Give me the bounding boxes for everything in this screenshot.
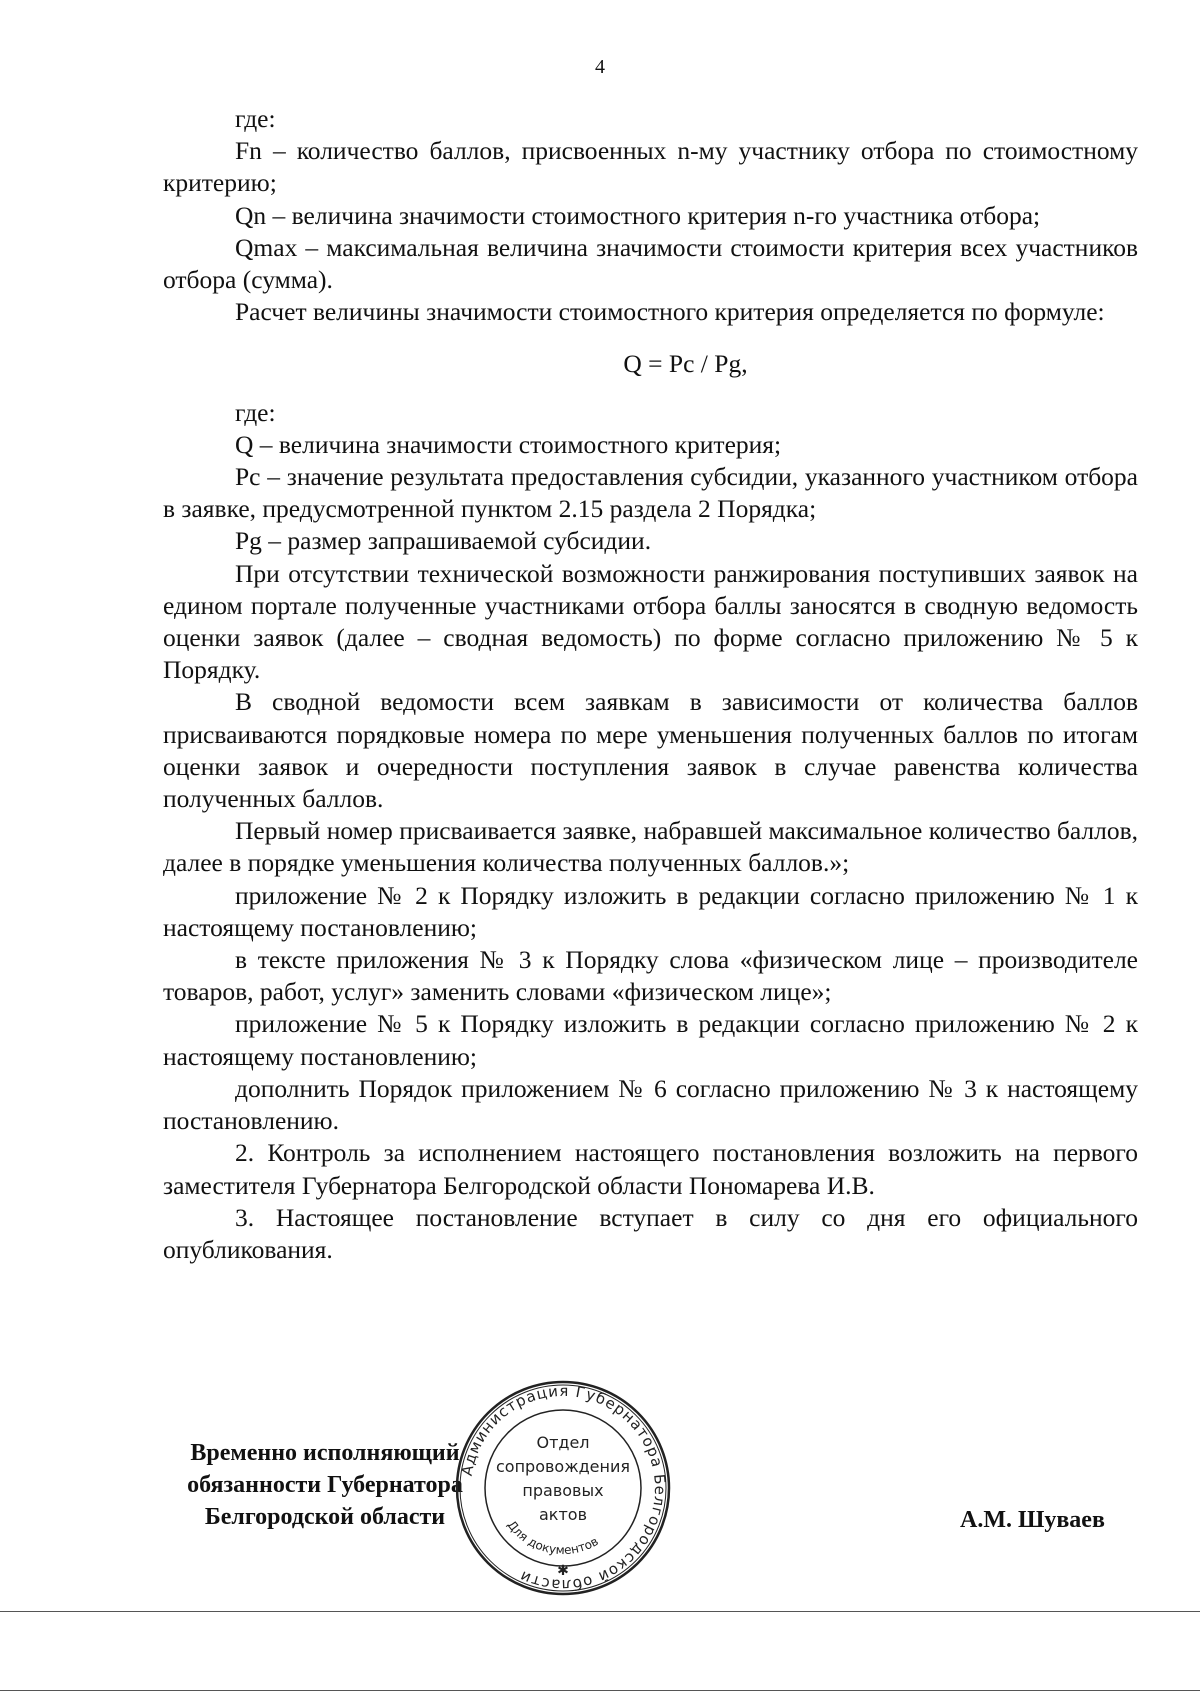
signatory-title xyxy=(160,1437,490,1533)
paragraph: Pc – значение результата предоставления субсидии, указанного участником отбора в заявке, предусмотренной пунктом 2.15 раздела 2 Порядка; xyxy=(163,462,1138,524)
scan-edge-line xyxy=(0,1611,1200,1612)
paragraph: где: xyxy=(235,104,276,133)
paragraph: Qn – величина значимости стоимостного критерия n-го участника отбора; xyxy=(235,200,1041,230)
paragraph: Расчет величины значимости стоимостного критерия определяется по формуле: xyxy=(235,297,1105,327)
signatory-name: А.М. Шуваев xyxy=(960,1507,1105,1533)
paragraph: Pg – размер запрашиваемой субсидии. xyxy=(235,526,652,556)
paragraph: 3. Настоящее постановление вступает в силу со дня его официального опубликования. xyxy=(163,1202,1138,1264)
paragraph: 2. Контроль за исполнением настоящего постановления возложить на первого заместителя Губернатора Белгородской области Пономарева И.В. xyxy=(163,1138,1138,1200)
stamp-line: правовых xyxy=(522,1481,604,1500)
paragraph: приложение № 2 к Порядку изложить в редакции согласно приложению № 1 к настоящему постановлению; xyxy=(163,880,1138,942)
signatory-title-line: обязанности Губернатора xyxy=(187,1472,463,1498)
stamp-bottom-text: Для документов xyxy=(504,1517,601,1558)
scan-edge-line xyxy=(0,1690,1200,1691)
stamp-ring-text: Администрация Губернатора Белгородской области xyxy=(457,1381,670,1595)
stamp-line: сопровождения xyxy=(495,1457,631,1476)
official-stamp xyxy=(448,1378,678,1598)
stamp-line: актов xyxy=(538,1505,588,1524)
paragraph: Qmax – максимальная величина значимости стоимости критерия всех участников отбора (сумма). xyxy=(163,232,1138,295)
paragraph: где: xyxy=(235,397,276,427)
paragraph: приложение № 5 к Порядку изложить в редакции согласно приложению № 2 к настоящему постановлению; xyxy=(163,1009,1138,1071)
signatory-title-line: Белгородской области xyxy=(204,1504,446,1530)
formula: Q = Pc / Pg, xyxy=(623,349,748,379)
paragraph: в тексте приложения № 3 к Порядку слова «физическом лице – производителе товаров, работ, услуг» заменить словами «физическом лице»; xyxy=(163,945,1138,1007)
stamp-line: Отдел xyxy=(536,1433,590,1452)
paragraph: Fn – количество баллов, присвоенных n-му участнику отбора по стоимостному критерию; xyxy=(163,136,1138,198)
document-body xyxy=(163,103,1138,1266)
page-number: 4 xyxy=(595,56,605,78)
paragraph: дополнить Порядок приложением № 6 согласно приложению № 3 к настоящему постановлению. xyxy=(163,1073,1138,1136)
stamp-star-icon: ✱ xyxy=(557,1563,569,1579)
paragraph: Первый номер присваивается заявке, набравшей максимальное количество баллов, далее в порядке уменьшения количества полученных баллов.»; xyxy=(163,816,1138,878)
signatory-title-line: Временно исполняющий xyxy=(190,1440,460,1466)
paragraph: В сводной ведомости всем заявкам в зависимости от количества баллов присваиваются порядковые номера по мере уменьшения полученных баллов по итогам оценки заявок и очередности поступления заявок в случае равенства количества полученных баллов. xyxy=(163,687,1138,814)
paragraph: Q – величина значимости стоимостного критерия; xyxy=(235,429,782,459)
paragraph: При отсутствии технической возможности ранжирования поступивших заявок на едином портале полученные участниками отбора баллы заносятся в сводную ведомость оценки заявок (далее – сводная ведомость) по форме согласно приложению № 5 к Порядку. xyxy=(163,558,1138,685)
